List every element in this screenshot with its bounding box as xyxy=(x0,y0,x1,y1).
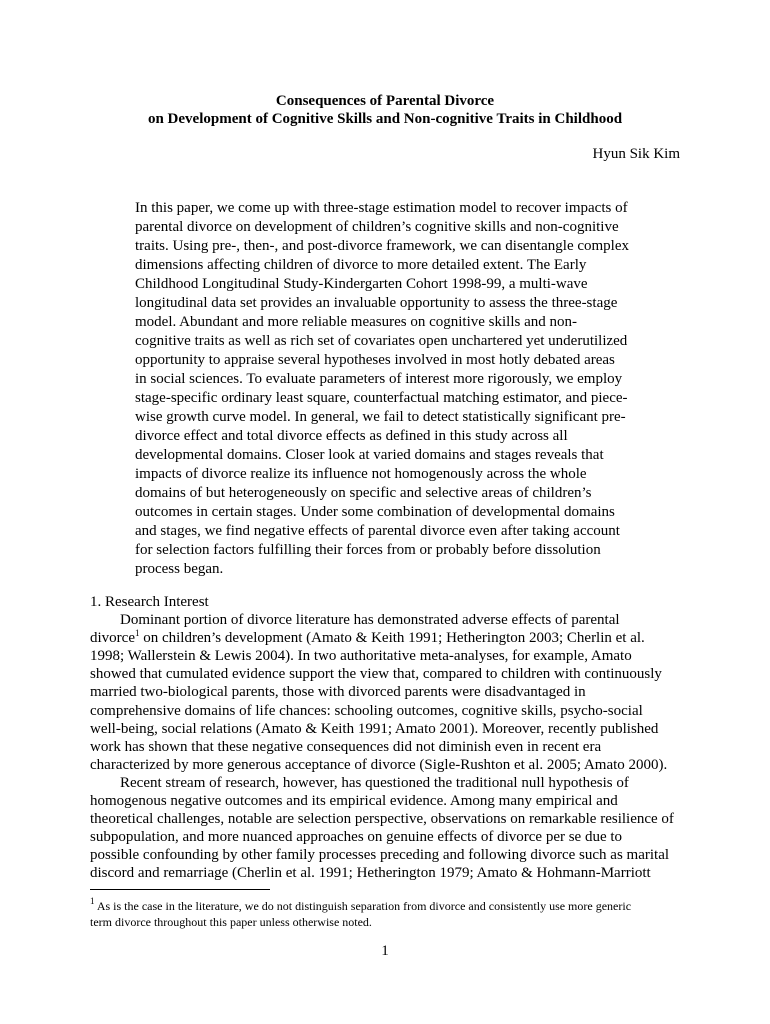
abstract-line: Childhood Longitudinal Study-Kindergarten Cohort 1998-99, a multi-wave xyxy=(135,276,588,292)
paragraph-line: well-being, social relations (Amato & Keith 1991; Amato 2001). Moreover, recently published xyxy=(90,720,659,737)
paragraph-text: on children’s development (Amato & Keith 1991; Hetherington 2003; Cherlin et al. xyxy=(139,630,645,647)
paragraph-line: characterized by more generous acceptance of divorce (Sigle-Rushton et al. 2005; Amato 2000). xyxy=(90,756,668,773)
footnote-line xyxy=(90,898,690,914)
abstract xyxy=(135,199,640,579)
abstract-line: and stages, we find negative effects of parental divorce even after taking account xyxy=(135,523,620,539)
abstract-line: model. Abundant and more reliable measures on cognitive skills and non- xyxy=(135,314,577,330)
abstract-line: for selection factors fulfilling their forces from or probably before dissolution xyxy=(135,542,601,558)
abstract-line: domains of but heterogeneously on specific and selective areas of children’s xyxy=(135,485,592,501)
paragraph-line: married two-biological parents, those with divorced parents were disadvantaged in xyxy=(90,684,586,701)
paragraph-line: Recent stream of research, however, has questioned the traditional null hypothesis of xyxy=(120,774,629,791)
paragraph-line: showed that cumulated evidence support the view that, compared to children with continuously xyxy=(90,666,662,683)
footnote-line: term divorce throughout this paper unless otherwise noted. xyxy=(90,915,372,929)
footnote-text: As is the case in the literature, we do not distinguish separation from divorce and consistently use more generic xyxy=(94,899,632,913)
abstract-line: In this paper, we come up with three-stage estimation model to recover impacts of xyxy=(135,200,628,216)
abstract-line: impacts of divorce realize its influence not homogenously across the whole xyxy=(135,466,587,482)
abstract-line: divorce effect and total divorce effects as defined in this study across all xyxy=(135,428,568,444)
abstract-line: stage-specific ordinary least square, counterfactual matching estimator, and piece- xyxy=(135,390,628,406)
paragraph-line: 1998; Wallerstein & Lewis 2004). In two authoritative meta-analyses, for example, Amato xyxy=(90,648,632,665)
abstract-line: developmental domains. Closer look at varied domains and stages reveals that xyxy=(135,447,604,463)
footnote-marker[interactable]: 1 xyxy=(134,628,140,639)
paragraph-line: comprehensive domains of life chances: schooling outcomes, cognitive skills, psycho-social xyxy=(90,702,643,719)
abstract-line: cognitive traits as well as rich set of covariates open unchartered yet underutilized xyxy=(135,333,628,349)
paragraph-line: possible confounding by other family processes preceding and following divorce such as marital xyxy=(90,847,670,864)
page-number: 1 xyxy=(381,943,389,959)
title-line-2: on Development of Cognitive Skills and Non-cognitive Traits in Childhood xyxy=(147,111,623,127)
paragraph-line: Dominant portion of divorce literature has demonstrated adverse effects of parental xyxy=(120,612,620,629)
paragraph-line: theoretical challenges, notable are selection perspective, observations on remarkable resilience of xyxy=(90,811,674,828)
paper-title xyxy=(0,92,770,128)
abstract-line: wise growth curve model. In general, we fail to detect statistically significant pre- xyxy=(135,409,626,425)
paragraph-text: divorce xyxy=(90,630,135,647)
footnote-divider xyxy=(90,889,270,890)
footnote-number: 1 xyxy=(90,896,95,906)
paragraph-line: subpopulation, and more nuanced approaches on genuine effects of divorce per se due to xyxy=(90,829,623,846)
title-line-1: Consequences of Parental Divorce xyxy=(275,93,495,109)
author-name: Hyun Sik Kim xyxy=(592,146,680,162)
paragraph-line: discord and remarriage (Cherlin et al. 1991; Hetherington 1979; Amato & Hohmann-Marriott xyxy=(90,865,651,882)
abstract-line: outcomes in certain stages. Under some combination of developmental domains xyxy=(135,504,615,520)
abstract-line: parental divorce on development of children’s cognitive skills and non-cognitive xyxy=(135,219,619,235)
footnote xyxy=(90,898,690,930)
paragraph-line: homogenous negative outcomes and its empirical evidence. Among many empirical and xyxy=(90,793,618,810)
abstract-line: in social sciences. To evaluate parameters of interest more rigorously, we employ xyxy=(135,371,623,387)
paragraph-line: work has shown that these negative consequences did not diminish even in recent era xyxy=(90,738,602,755)
abstract-line: traits. Using pre-, then-, and post-divorce framework, we can disentangle complex xyxy=(135,238,630,254)
abstract-line: process began. xyxy=(135,561,224,577)
abstract-line: dimensions affecting children of divorce to more detailed extent. The Early xyxy=(135,257,587,273)
paragraph-line xyxy=(90,629,690,647)
abstract-line: longitudinal data set provides an invaluable opportunity to assess the three-stage xyxy=(135,295,618,311)
section-heading: 1. Research Interest xyxy=(90,594,209,610)
abstract-line: opportunity to appraise several hypotheses involved in most hotly debated areas xyxy=(135,352,615,368)
body-text xyxy=(90,593,690,883)
